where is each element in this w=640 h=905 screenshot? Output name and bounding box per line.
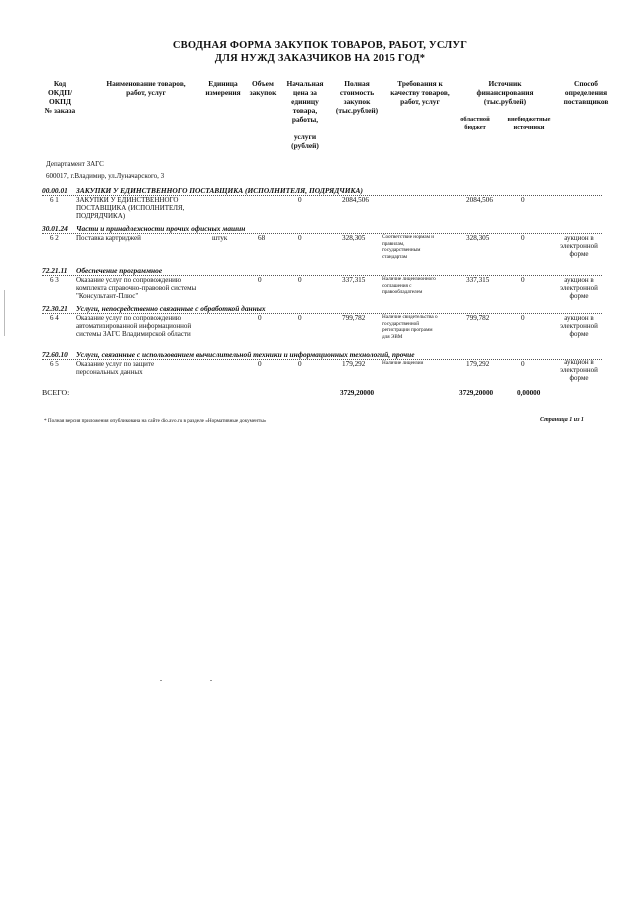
item-offbudget: 0 [521,360,525,368]
item-method: аукцион в электронной форме [560,276,598,301]
header-funding-regional: областной бюджет [460,116,490,131]
document-title-line1: СВОДНАЯ ФОРМА ЗАКУПОК ТОВАРОВ, РАБОТ, УСЛУГ [172,40,468,51]
item-offbudget: 0 [521,234,525,242]
group-code: 72.30.21 [42,304,68,313]
order-number: 6 4 [50,314,59,322]
header-method: Способ определения поставщиков [563,79,609,106]
item-name: Оказание услуг по сопровождению комплекта справочно-правовой системы "Консультант-Плюс" [76,276,197,301]
document-title-line2: ДЛЯ НУЖД ЗАКАЗЧИКОВ НА 2015 ГОД* [214,53,426,64]
item-price: 0 [298,314,302,322]
item-total: 2084,506 [342,196,369,204]
item-offbudget: 0 [521,276,525,284]
scan-dot [160,680,162,681]
page-label: Страница 1 из 1 [540,417,584,423]
item-requirements: Наличие лицензионного соглашения с правообладателем [382,276,436,295]
customer-name: Департамент ЗАГС [46,160,104,168]
header-requirements: Требования к качеству товаров, работ, услуг [390,79,450,106]
item-name: Оказание услуг по защите персональных данных [76,360,155,377]
item-volume: 68 [258,234,266,242]
item-requirements: Наличие свидетельства о государственной регистрации программ для ЭВМ [382,314,438,340]
order-number: 6 3 [50,276,59,284]
item-requirements: Наличие лицензии [382,360,424,366]
group-code: 72.60.10 [42,350,68,359]
item-price: 0 [298,234,302,242]
header-code: Код ОКДП/ ОКПД № заказа [44,79,76,115]
item-offbudget: 0 [521,314,525,322]
group-title: ЗАКУПКИ У ЕДИНСТВЕННОГО ПОСТАВЩИКА (ИСПОЛНИТЕЛЯ, ПОДРЯДЧИКА) [76,186,363,195]
item-method: аукцион в электронной форме [560,234,598,259]
order-number: 6 1 [50,196,59,204]
item-regional: 328,305 [466,234,490,242]
total-label: ВСЕГО: [42,388,70,397]
item-name: Поставка картриджей [76,234,141,242]
item-unit: штук [212,234,228,242]
item-name: ЗАКУПКИ У ЕДИНСТВЕННОГО ПОСТАВЩИКА (ИСПОЛНИТЕЛЯ, ПОДРЯДЧИКА) [76,196,185,221]
item-volume: 0 [258,314,262,322]
order-number: 6 2 [50,234,59,242]
item-total: 337,315 [342,276,366,284]
total-offbudget: 0,00000 [517,389,541,397]
group-code: 72.21.11 [42,266,68,275]
item-price: 0 [298,196,302,204]
order-number: 6 5 [50,360,59,368]
item-volume: 0 [258,360,262,368]
total-cost: 3729,20000 [340,389,375,397]
item-name: Оказание услуг по сопровождению автоматизированной информационной системы ЗАГС Владимирской области [76,314,192,339]
total-regional: 3729,20000 [459,389,494,397]
item-regional: 337,315 [466,276,490,284]
item-offbudget: 0 [521,196,525,204]
item-requirements: Соответствие нормам и правилам, государственным стандартам [382,234,435,260]
scan-artifact-line [4,290,5,336]
item-price: 0 [298,360,302,368]
item-total: 799,782 [342,314,366,322]
item-price: 0 [298,276,302,284]
group-title: Обеспечение программное [76,266,163,275]
group-code: 00.00.01 [42,186,68,195]
header-funding-offbudget: внебюджетные источники [507,116,551,131]
header-total-cost: Полная стоимость закупок (тыс.рублей) [335,79,379,115]
header-name: Наименование товаров, работ, услуг [106,79,186,97]
group-title: Части и принадлежности прочих офисных машин [76,224,246,233]
item-volume: 0 [258,276,262,284]
header-start-price: Начальная цена за единицу товара, работы, услуги (рублей) [286,79,324,151]
item-regional: 799,782 [466,314,490,322]
item-method: аукцион в электронной форме [560,314,598,339]
group-title: Услуги, связанные с использованием вычислительной техники и информационных технологий, прочие [76,350,415,359]
header-volume: Объем закупок [249,79,277,97]
item-total: 179,292 [342,360,366,368]
item-total: 328,305 [342,234,366,242]
group-title: Услуги, непосредственно связанные с обработкой данных [76,304,266,313]
item-method: аукцион в электронной форме [560,358,598,383]
customer-address: 600017, г.Владимир, ул.Луначарского, 3 [46,172,165,180]
header-unit: Единица измерения [205,79,241,97]
item-regional: 179,292 [466,360,490,368]
group-code: 30.01.24 [42,224,68,233]
scan-dot [210,680,212,681]
item-regional: 2084,506 [466,196,493,204]
footnote: * Полная версия приложения опубликована на сайте dio.avo.ru в разделе «Нормативные документы» [44,418,267,424]
header-funding-source: Источник финансирования (тыс.рублей) [476,79,534,106]
